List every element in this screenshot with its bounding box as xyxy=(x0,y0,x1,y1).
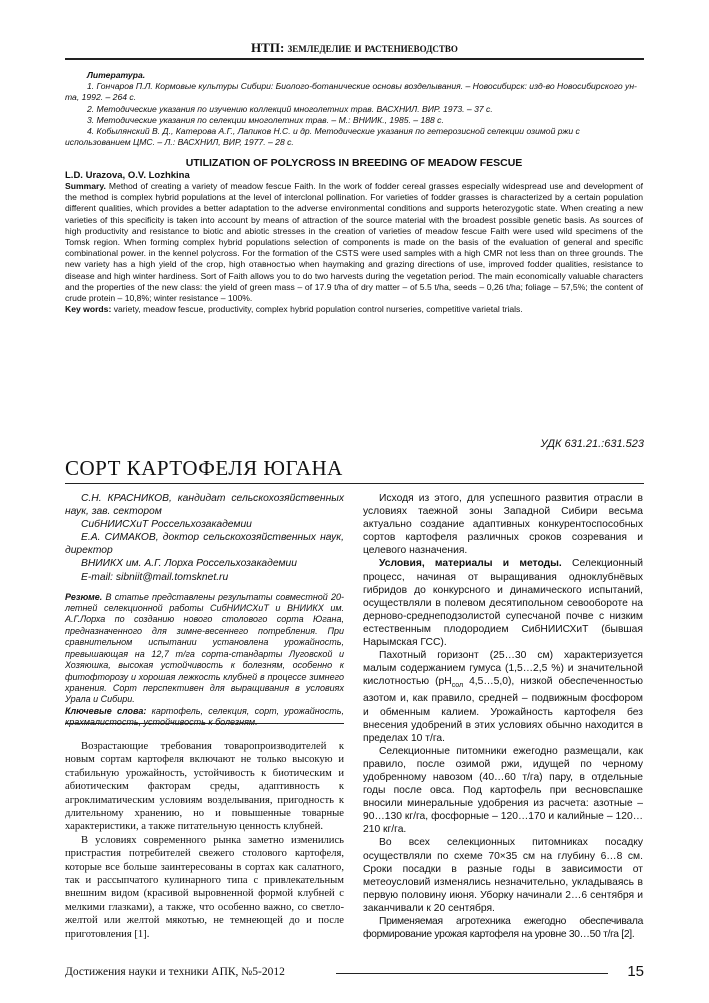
summary-text: Method of creating a variety of meadow fescue Faith. In the work of fodder cereal grasses especially widespread use and development of the method is complex hybrid populations at the level of interclonal pollination. For varieties of fodder grasses is characterized by a certain population different qualities, which provides a better adaptation to the adverse environmental conditions and supports heterozygotic state. When creating a new varieties of this specificity is taken into account by means of attraction of the source material with the broadest possible genetic basis. As sources of high productivity and resistance to biotic and abiotic stresses in the creation of varieties of meadow fescue Faith were used wild specimens of the Tomsk region. When forming complex hybrid populations selection of components is made on the basis of the evaluation of general and specific combinational power. in the kennel polycross. For the formation of the CSTS were used samples with a high CMR not less than on three grounds. The new variety has a high yield of the crop, high отавностью when haymaking and grazing directions of use, improved fodder qualities, resistance to disease and high winter hardiness. Sort of Faith allows you to do two harvests during the vegetation period. The main economically valuable characters and the properties of the new class: the yield of green mass – of 17.9 t/ha of dry matter – of 5.5 t/ha, seeds – 0,26 t/ha; foliage – 57,5%; the content of crude protein – 10,8%; winter resistance – 100%. xyxy=(65,181,643,304)
english-summary xyxy=(65,181,643,315)
english-authors: L.D. Urazova, O.V. Lozhkina xyxy=(65,170,190,181)
author-block xyxy=(65,492,344,584)
paragraph xyxy=(363,557,643,649)
paragraph: Возрастающие требования товаропроизводителей к новым сортам картофеля включают не только высокую и стабильную урожайность, устойчивость к биотическим и абиотическим факторам среды, адаптивность к агроклиматическим условиям возделывания, пригодность к длительному хранению, но и повышенные товарные характеристики, а также питательную ценность клубней. xyxy=(65,741,344,833)
author-line: ВНИИКХ им. А.Г. Лорха Россельхозакадемии xyxy=(81,558,297,570)
journal-footer: Достижения науки и техники АПК, №5-2012 xyxy=(65,966,285,978)
methods-text: Селекционный процесс, начиная от выращивания одноклубнёвых гибридов до конкурсного и динамического испытаний, осуществляли в полевом десятипольном севообороте на дерново-среднеподзолистой супесчаной почве с низким естественным плодородием СибНИИСХиТ (бывшая Нарымская ГСС). xyxy=(363,558,643,649)
udk-code: УДК 631.21.:631.523 xyxy=(540,438,644,450)
resume-text: В статье представлены результаты совместной 20-летней селекционной работы СибНИИСХиТ и ВНИИКХ им. А.Г.Лорха по созданию нового столового сорта Югана, предназначенного для зимне-весеннего потребления. При сравнительном испытании установлена урожайность, превышающая на 12,7 т/га сорта-стандарты Луговской и Хозяюшка, высокая устойчивость к болезням, особенно к фитофторозу и хорошая лежкость клубней в процессе зимнего хранения. Сорт перспективен для выращивания в условиях Урала и Сибири. xyxy=(65,591,344,705)
literature-heading: Литература. xyxy=(87,70,146,80)
paragraph: Применяемая агротехника ежегодно обеспечивала формирование урожая картофеля на уровне 30…50 т/га [2]. xyxy=(363,916,643,941)
header-prefix: НТП: xyxy=(251,40,285,55)
methods-label: Условия, материалы и методы. xyxy=(379,558,562,570)
ru-keywords-text: картофель, селекция, сорт, урожайность, xyxy=(151,705,344,716)
header-rule xyxy=(65,58,644,60)
paragraph: В условиях современного рынка заметно изменились пристрастия потребителей свежего столового картофеля, которые все больше заинтересованы в сортах как салатного, так и рассыпчатого кулинарного типа с привлекательным внешним видом (красивой выровненной формой клубней с мелкими глазками), а также, что особенно важно, со светло-желтой или желтой мякотью, не темнеющей до и после приготовления [1]. xyxy=(65,834,344,940)
resume-block xyxy=(65,592,344,729)
left-body xyxy=(65,740,344,941)
paragraph-text: 4,5…5,0), низкой обеспеченностью азотом и, как правило, средней – подвижным фосфором и обменным калием. Урожайность картофеля без внесения удобрений в этих условиях обычно находится в пределах 10 т/га. xyxy=(363,676,643,744)
literature-item: 3. Методические указания по селекции многолетних трав. – М.: ВНИИК., 1985. – 188 с. xyxy=(87,114,444,125)
right-column xyxy=(363,492,643,941)
page-number: 15 xyxy=(627,963,644,980)
paragraph: Селекционные питомники ежегодно размещали, как правило, после озимой ржи, идущей по черному удобренному навозом (40…60 т/га) пару, в отдельные годы после овса. Под картофель при весновспашке вносили минеральные удобрения из расчета: азотные – 90…130 кг/га, фосфорные – 120…170 и калийные – 120…210 кг/га. xyxy=(363,745,643,836)
ph-subscript: сол xyxy=(451,682,464,690)
author-line: СибНИИСХиТ Россельхозакадемии xyxy=(81,519,252,531)
resume-rule xyxy=(65,723,344,724)
literature-item: 2. Методические указания по изучению коллекций многолетних трав. ВАСХНИЛ. ВИР. 1973. – 37 с. xyxy=(87,103,493,114)
article-title: СОРТ КАРТОФЕЛЯ ЮГАНА xyxy=(65,456,343,480)
title-rule xyxy=(65,483,644,484)
left-column xyxy=(65,492,344,729)
ru-keywords-label: Ключевые слова: xyxy=(65,705,147,716)
english-title: UTILIZATION OF POLYCROSS IN BREEDING OF MEADOW FESCUE xyxy=(185,157,523,169)
keywords-text: variety, meadow fescue, productivity, complex hybrid population control nurseries, competitive varietal trials. xyxy=(113,304,523,315)
summary-label: Summary. xyxy=(65,181,106,191)
footer-rule xyxy=(336,973,608,974)
literature-item: 1. Гончаров П.Л. Кормовые культуры Сибири: Биолого-ботанические основы возделывания. – Новосибирск: изд-во Новосибирского ун-та, 1992. – 264 с. xyxy=(65,81,637,103)
literature-item: 4. Кобылянский В. Д., Катерова А.Г., Лапиков Н.С. и др. Методические указания по гетерозисной селекции озимой ржи с использованием ЦМС. – Л.: ВАСХНИЛ, ВИР, 1977. – 28 с. xyxy=(65,126,580,148)
paragraph xyxy=(363,649,643,745)
author-line: С.Н. КРАСНИКОВ, кандидат сельскохозяйственных наук, зав. сектором xyxy=(65,493,344,518)
running-header xyxy=(65,40,644,56)
paragraph-text: Пахотный горизонт (25…30 см) характеризуется малым содержанием гумуса (1,5…2,5 %) и значительной кислотностью (pH xyxy=(363,650,643,688)
paragraph: Во всех селекционных питомниках посадку осуществляли по схеме 70×35 см на глубину 6…8 см. Сроки посадки в разные годы в зависимости от метеоусловий изменялись незначительно, укладываясь в первую половину июня. Уборку начинали 2…6 сентября и заканчивали к 20 сентября. xyxy=(363,837,643,914)
author-line: Е.А. СИМАКОВ, доктор сельскохозяйственных наук, директор xyxy=(65,532,344,557)
header-section: земледелие и растениеводство xyxy=(287,40,458,55)
paragraph: Исходя из этого, для успешного развития отрасли в условиях таежной зоны Западной Сибири весьма актуально создание адаптивных конкурентоспособных сортов картофеля различных сроков созревания и целевого назначения. xyxy=(363,493,643,557)
author-line: E-mail: sibniit@mail.tomsknet.ru xyxy=(81,571,229,583)
keywords-label: Key words: xyxy=(65,304,112,315)
resume-label: Резюме. xyxy=(65,591,103,602)
literature-list xyxy=(65,70,643,148)
